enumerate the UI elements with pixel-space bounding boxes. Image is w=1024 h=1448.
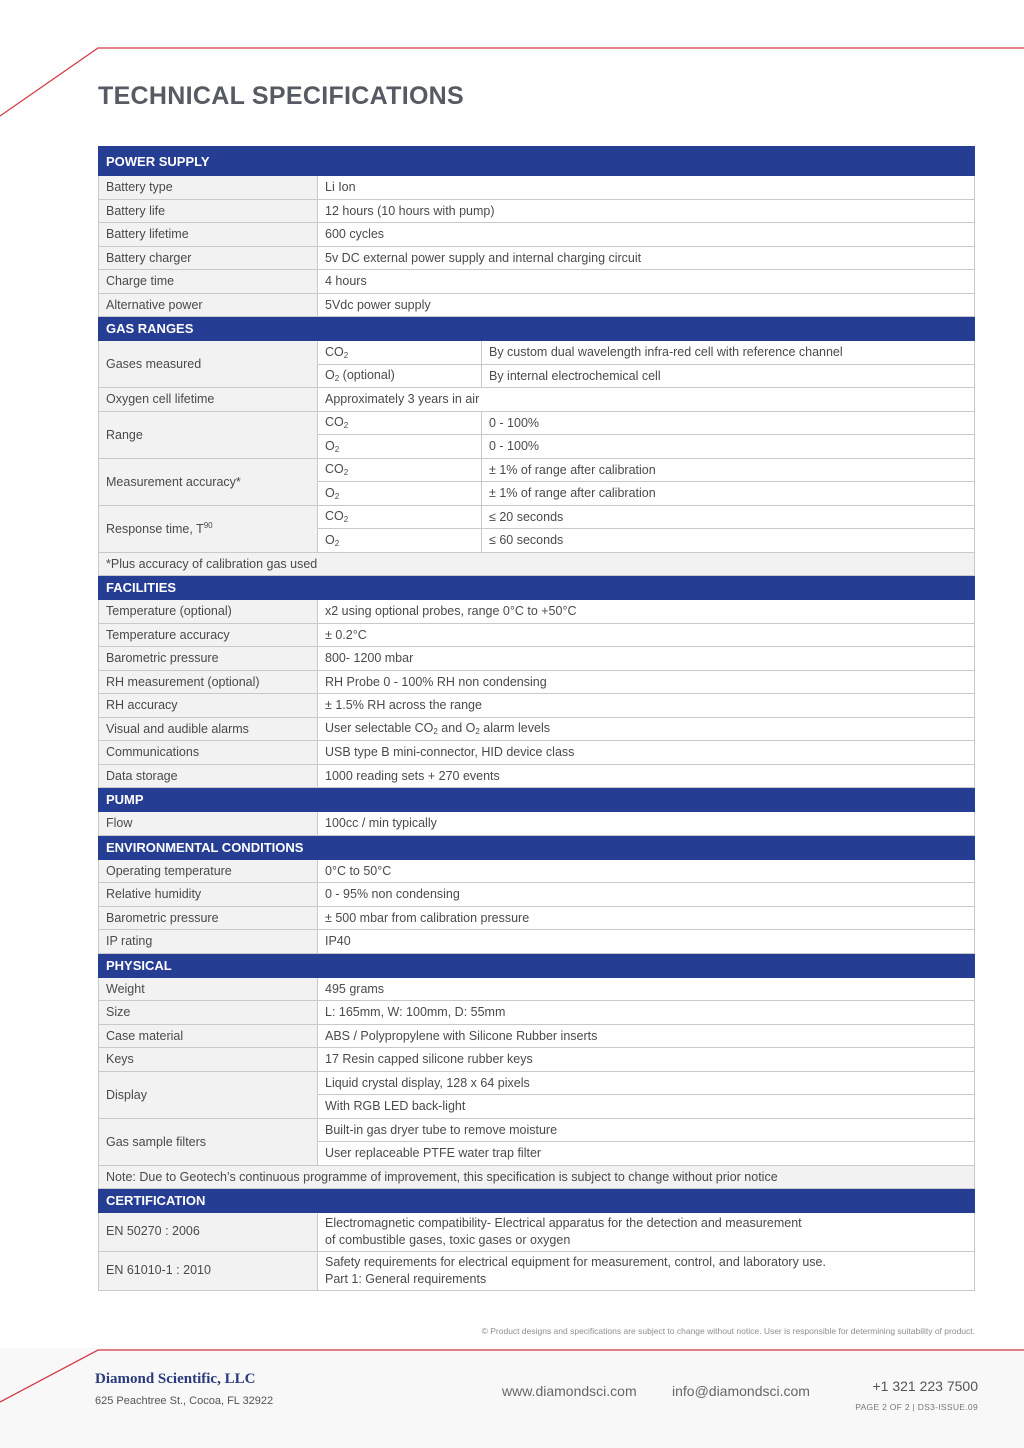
row-value: ± 0.2°C xyxy=(318,623,975,647)
table-row xyxy=(99,694,975,718)
row-value: 600 cycles xyxy=(318,223,975,247)
table-row xyxy=(99,388,975,412)
table-row xyxy=(99,458,975,482)
section-header-gas-ranges: GAS RANGES xyxy=(99,317,975,341)
gas-name-co2: $CO_2$ xyxy=(318,505,482,529)
table-row xyxy=(99,600,975,624)
table-row xyxy=(99,647,975,671)
table-row xyxy=(99,341,975,365)
row-value: 0 - 100% xyxy=(482,411,975,435)
table-row xyxy=(99,812,975,836)
row-value: 495 grams xyxy=(318,977,975,1001)
row-label: Operating temperature xyxy=(99,859,318,883)
section-header-certification: CERTIFICATION xyxy=(99,1189,975,1213)
table-row xyxy=(99,1213,975,1252)
row-value: Built-in gas dryer tube to remove moisture xyxy=(318,1118,975,1142)
row-value: Electromagnetic compatibility- Electrical apparatus for the detection and measurement of combustible gases, toxic gases or oxygen xyxy=(318,1213,975,1252)
table-row xyxy=(99,223,975,247)
row-value: ≤ 20 seconds xyxy=(482,505,975,529)
row-value: L: 165mm, W: 100mm, D: 55mm xyxy=(318,1001,975,1025)
table-row xyxy=(99,930,975,954)
row-value: 0 - 100% xyxy=(482,435,975,459)
row-value: 800- 1200 mbar xyxy=(318,647,975,671)
row-value: USB type B mini-connector, HID device class xyxy=(318,741,975,765)
row-label: RH measurement (optional) xyxy=(99,670,318,694)
row-label: Case material xyxy=(99,1024,318,1048)
row-label: Size xyxy=(99,1001,318,1025)
row-label: Data storage xyxy=(99,764,318,788)
row-label: Charge time xyxy=(99,270,318,294)
table-row xyxy=(99,505,975,529)
gas-name-co2: $CO_2$ xyxy=(318,341,482,365)
row-value: Li Ion xyxy=(318,176,975,200)
row-value: IP40 xyxy=(318,930,975,954)
table-row xyxy=(99,623,975,647)
table-note: Note: Due to Geotech’s continuous programme of improvement, this specification is subject to change without prior notice xyxy=(99,1165,975,1189)
row-value: ABS / Polypropylene with Silicone Rubber inserts xyxy=(318,1024,975,1048)
table-row xyxy=(99,741,975,765)
table-row xyxy=(99,670,975,694)
table-row xyxy=(99,764,975,788)
table-row xyxy=(99,1252,975,1291)
table-note: *Plus accuracy of calibration gas used xyxy=(99,552,975,576)
phone-number: +1 321 223 7500 xyxy=(872,1378,978,1394)
section-header-environmental: ENVIRONMENTAL CONDITIONS xyxy=(99,835,975,859)
gas-method: By custom dual wavelength infra-red cell with reference channel xyxy=(482,341,975,365)
section-header-pump: PUMP xyxy=(99,788,975,812)
table-row xyxy=(99,977,975,1001)
row-label: Keys xyxy=(99,1048,318,1072)
row-label: Response time, $T^{90}$ xyxy=(99,505,318,552)
page-info: PAGE 2 OF 2 | DS3-ISSUE.09 xyxy=(855,1402,978,1412)
gas-name-o2: $O_2$ xyxy=(318,482,482,506)
row-value: User replaceable PTFE water trap filter xyxy=(318,1142,975,1166)
row-label: Battery type xyxy=(99,176,318,200)
table-row xyxy=(99,270,975,294)
row-value: 0 - 95% non condensing xyxy=(318,883,975,907)
table-row xyxy=(99,1024,975,1048)
row-value: 12 hours (10 hours with pump) xyxy=(318,199,975,223)
row-label: Temperature (optional) xyxy=(99,600,318,624)
row-label: Communications xyxy=(99,741,318,765)
table-row xyxy=(99,246,975,270)
row-label: Alternative power xyxy=(99,293,318,317)
table-row xyxy=(99,1001,975,1025)
row-value: 100cc / min typically xyxy=(318,812,975,836)
row-value: RH Probe 0 - 100% RH non condensing xyxy=(318,670,975,694)
row-label: Display xyxy=(99,1071,318,1118)
row-label: Relative humidity xyxy=(99,883,318,907)
gas-name-co2: $CO_2$ xyxy=(318,411,482,435)
disclaimer: © Product designs and specifications are subject to change without notice. User is responsible for determining suitability of product. xyxy=(481,1326,975,1336)
row-value: Liquid crystal display, 128 x 64 pixels xyxy=(318,1071,975,1095)
table-row xyxy=(99,293,975,317)
row-label: EN 50270 : 2006 xyxy=(99,1213,318,1252)
gas-method: By internal electrochemical cell xyxy=(482,364,975,388)
company-name: Diamond Scientific, LLC xyxy=(95,1371,256,1387)
row-value: ≤ 60 seconds xyxy=(482,529,975,553)
table-row xyxy=(99,883,975,907)
table-row xyxy=(99,1118,975,1142)
row-value: ± 1.5% RH across the range xyxy=(318,694,975,718)
row-value: x2 using optional probes, range 0°C to +50°C xyxy=(318,600,975,624)
row-label: Battery lifetime xyxy=(99,223,318,247)
row-value: User selectable $CO_2$ and $O_2$ alarm levels xyxy=(318,717,975,741)
row-label: Range xyxy=(99,411,318,458)
section-header-facilities: FACILITIES xyxy=(99,576,975,600)
section-header-physical: PHYSICAL xyxy=(99,953,975,977)
section-header-power-supply: POWER SUPPLY xyxy=(99,147,975,176)
table-row xyxy=(99,176,975,200)
row-label: Battery charger xyxy=(99,246,318,270)
row-label: Battery life xyxy=(99,199,318,223)
row-value: With RGB LED back-light xyxy=(318,1095,975,1119)
row-label: IP rating xyxy=(99,930,318,954)
company-address: 625 Peachtree St., Cocoa, FL 32922 xyxy=(95,1395,274,1407)
row-value: 17 Resin capped silicone rubber keys xyxy=(318,1048,975,1072)
row-label: Flow xyxy=(99,812,318,836)
table-row xyxy=(99,411,975,435)
row-value: ± 1% of range after calibration xyxy=(482,458,975,482)
row-label: Temperature accuracy xyxy=(99,623,318,647)
table-row xyxy=(99,717,975,741)
row-value: 1000 reading sets + 270 events xyxy=(318,764,975,788)
row-label: RH accuracy xyxy=(99,694,318,718)
row-label: Visual and audible alarms xyxy=(99,717,318,741)
row-label: Weight xyxy=(99,977,318,1001)
row-value: ± 500 mbar from calibration pressure xyxy=(318,906,975,930)
row-value: 4 hours xyxy=(318,270,975,294)
row-value: 5Vdc power supply xyxy=(318,293,975,317)
gas-name-o2: $O_2$ xyxy=(318,435,482,459)
row-label: Barometric pressure xyxy=(99,906,318,930)
page-title: TECHNICAL SPECIFICATIONS xyxy=(98,82,465,110)
row-label: EN 61010-1 : 2010 xyxy=(99,1252,318,1291)
row-label: Barometric pressure xyxy=(99,647,318,671)
row-value: Safety requirements for electrical equipment for measurement, control, and laboratory use. Part 1: General requirements xyxy=(318,1252,975,1291)
row-value: ± 1% of range after calibration xyxy=(482,482,975,506)
row-label: Measurement accuracy* xyxy=(99,458,318,505)
row-label: Gas sample filters xyxy=(99,1118,318,1165)
row-value: Approximately 3 years in air xyxy=(318,388,975,412)
table-row xyxy=(99,859,975,883)
table-row xyxy=(99,906,975,930)
row-label: Oxygen cell lifetime xyxy=(99,388,318,412)
row-label: Gases measured xyxy=(99,341,318,388)
gas-name-o2: $O_2$ xyxy=(318,529,482,553)
gas-name-o2: $O_2$ (optional) xyxy=(318,364,482,388)
table-row xyxy=(99,1071,975,1095)
row-value: 5v DC external power supply and internal charging circuit xyxy=(318,246,975,270)
website-link[interactable]: www.diamondsci.com xyxy=(502,1383,637,1399)
spec-table xyxy=(98,146,975,1291)
email-link[interactable]: info@diamondsci.com xyxy=(672,1383,810,1399)
row-value: 0°C to 50°C xyxy=(318,859,975,883)
table-row xyxy=(99,1048,975,1072)
gas-name-co2: $CO_2$ xyxy=(318,458,482,482)
table-row xyxy=(99,199,975,223)
